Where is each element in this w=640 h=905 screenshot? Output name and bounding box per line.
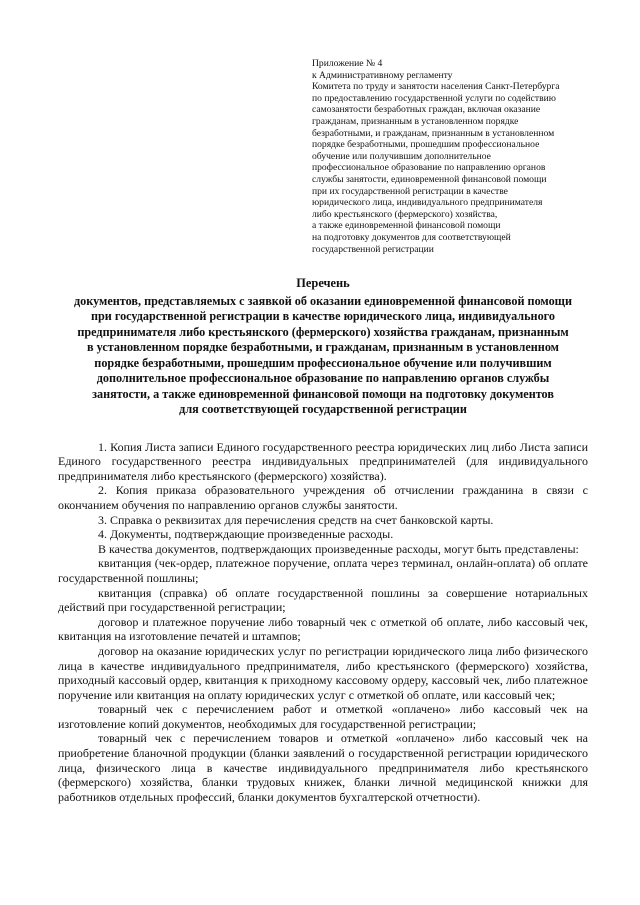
appendix-line: Комитета по труду и занятости населения Санкт-Петербурга [312, 81, 560, 93]
title-line: для соответствующей государственной регистрации [179, 402, 467, 417]
document-body [58, 440, 588, 805]
expenses-intro: В качества документов, подтверждающих произведенные расходы, могут быть представлены: [98, 541, 579, 556]
appendix-line: гражданам, признанным в установленном порядке [312, 115, 519, 127]
appendix-line: самозанятости безработных граждан, включая оказание [312, 104, 541, 116]
title-line: занятости, а также единовременной финансовой помощи на подготовку документов [92, 386, 554, 401]
expense-item: квитанция (справка) об оплате государственной пошлины за совершение нотариальных действий при государственной регистрации; [58, 585, 588, 615]
expense-item: квитанция (чек-ордер, платежное поручение, оплата через терминал, онлайн-оплата) об оплате государственной пошлины; [58, 556, 588, 585]
appendix-line: юридического лица, индивидуального предпринимателя [312, 197, 543, 209]
appendix-line: безработными, и гражданам, признанным в установленном [312, 127, 555, 139]
expense-item: товарный чек с перечислением товаров и отметкой «оплачено» либо кассовый чек на приобретение бланочной продукции (бланки заявлений о государственной регистрации юридического лица, физического лица в качестве индивидуального предпринимателя либо крестьянского (фермерского) хозяйства, бланки трудовых книжек, бланки личной медицинской книжки для работников отдельных профессий, бланки документов бухгалтерской отчетности). [58, 731, 588, 804]
expense-item: договор на оказание юридических услуг по регистрации юридического лица либо физического лица в качестве индивидуального предпринимателя, либо крестьянского (фермерского) хозяйства, приходный кассовый ордер, квитанция к приходному кассовому ордеру, кассовый чек, либо платежное поручение или квитанция на оплату юридических услуг с отметкой об оплате, или кассовый чек; [58, 643, 588, 702]
document-title [58, 276, 588, 418]
title-line: порядке безработными, прошедшим профессиональное обучение или получившим [94, 355, 552, 370]
appendix-line: службы занятости, единовременной финансовой помощи [312, 173, 547, 185]
appendix-line: порядке безработными, прошедшим профессиональное [312, 139, 540, 151]
appendix-line: профессиональное образование по направлению органов [312, 162, 546, 174]
list-item-1: 1. Копия Листа записи Единого государственного реестра юридических лиц либо Листа записи Единого государственного реестра индивидуальных предпринимателей (для индивидуального предпринимателя либо крестьянского (фермерского) хозяйства). [58, 439, 588, 483]
appendix-line: а также единовременной финансовой помощи [312, 220, 501, 232]
appendix-line: обучение или получившим дополнительное [312, 150, 491, 162]
list-item-3: 3. Справка о реквизитах для перечисления средств на счет банковской карты. [98, 512, 494, 527]
expense-item: договор и платежное поручение либо товарный чек с отметкой об оплате, либо кассовый чек, квитанция на изготовление печатей и штампов; [58, 614, 588, 644]
appendix-header [312, 58, 588, 255]
appendix-line: Приложение № 4 [312, 58, 383, 69]
title-heading: Перечень [296, 276, 350, 291]
expense-item: товарный чек с перечислением работ и отметкой «оплачено» либо кассовый чек на изготовление копий документов, необходимых для государственной регистрации; [58, 702, 588, 731]
appendix-line: либо крестьянского (фермерского) хозяйства, [312, 208, 498, 220]
title-line: документов, представляемых с заявкой об оказании единовременной финансовой помощи [74, 293, 572, 308]
appendix-line: по предоставлению государственной услуги по содействию [312, 92, 556, 104]
title-line: в установленном порядке безработными, и гражданам, признанным в установленном [87, 340, 559, 355]
appendix-line: государственной регистрации [312, 243, 434, 255]
appendix-line: на подготовку документов для соответствующей [312, 231, 511, 243]
title-line: при государственной регистрации в качестве юридического лица, индивидуального [90, 309, 555, 324]
list-item-2: 2. Копия приказа образовательного учреждения об отчислении гражданина в связи с окончанием обучения по направлению органов службы занятости. [58, 483, 588, 512]
appendix-line: к Административному регламенту [312, 69, 453, 81]
list-item-4: 4. Документы, подтверждающие произведенные расходы. [98, 527, 394, 542]
title-line: дополнительное профессиональное образование по направлению органов службы [96, 371, 550, 386]
title-line: предпринимателя либо крестьянского (фермерского) хозяйства гражданам, признанным [77, 324, 569, 339]
appendix-line: при их государственной регистрации в качестве [312, 185, 508, 197]
